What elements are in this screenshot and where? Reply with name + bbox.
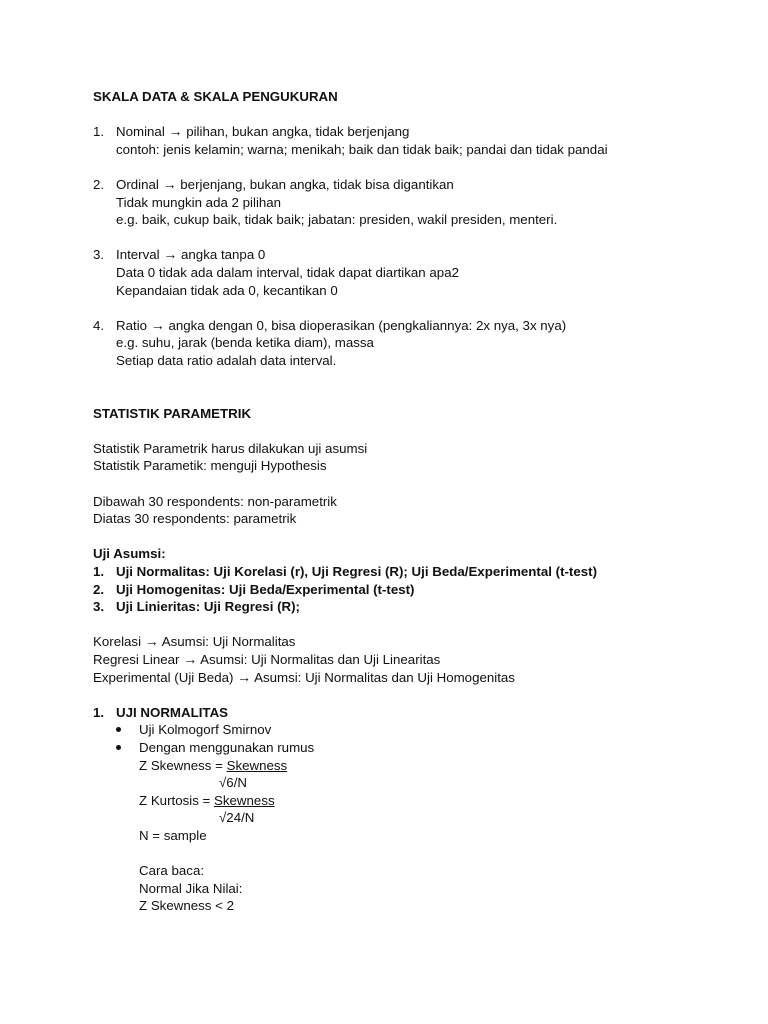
list-item [93,563,733,581]
list-number: 2. [93,581,105,597]
detail-line: Setiap data ratio adalah data interval. [116,352,337,368]
detail-line: contoh: jenis kelamin; warna; menikah; baik dan tidak baik; pandai dan tidak pandai [116,141,608,157]
section-title-parametrik: STATISTIK PARAMETRIK [93,405,252,421]
list-item [93,704,733,722]
scale-term: Ratio [116,317,148,333]
paragraph-line: Statistik Parametrik harus dilakukan uji asumsi [93,440,368,456]
scale-desc: angka dengan 0, bisa dioperasikan (pengkaliannya: 2x nya, 3x nya) [168,317,567,333]
arrow-right-icon: → [144,633,159,650]
formula-denominator: √6/N [219,775,247,791]
scale-desc: berjenjang, bukan angka, tidak bisa digantikan [180,176,454,192]
formula-numerator: Skewness [214,792,275,808]
section-title-skala: SKALA DATA & SKALA PENGUKURAN [93,89,338,104]
formula-zskewness [139,757,733,775]
list-item [93,581,733,599]
paragraph-line: Dibawah 30 respondents: non-parametrik [93,493,337,509]
n-definition: N = sample [139,827,207,843]
cara-baca: Cara baca: [139,863,205,879]
detail-line: e.g. baik, cukup baik, tidak baik; jabatan: presiden, wakil presiden, menteri. [116,212,558,228]
relation-right: Asumsi: Uji Normalitas dan Uji Linearitas [200,652,441,667]
scale-desc: pilihan, bukan angka, tidak berjenjang [186,124,410,140]
scale-desc: angka tanpa 0 [181,247,266,263]
formula-label: Z Skewness = [139,757,227,773]
list-item [93,598,733,616]
list-number: 1. [93,124,105,140]
detail-line: Data 0 tidak ada dalam interval, tidak dapat diartikan apa2 [116,264,459,280]
relation-left: Regresi Linear [93,652,180,667]
list-number: 3. [93,247,105,263]
list-number: 1. [93,564,105,580]
document-page [93,88,733,915]
scale-term: Ordinal [116,176,159,192]
relation-right: Asumsi: Uji Normalitas [161,634,296,650]
list-number: 4. [93,317,105,333]
arrow-right-icon: → [168,123,183,140]
uji-item-text: Uji Normalitas: Uji Korelasi (r), Uji Regresi (R); Uji Beda/Experimental (t-test) [116,564,597,580]
arrow-right-icon: → [163,246,178,263]
formula-denominator: √24/N [219,810,255,826]
bullet-text: Dengan menggunakan rumus [139,739,315,755]
scale-term: Nominal [116,124,165,140]
uji-item-text: Uji Linieritas: Uji Regresi (R); [116,599,300,615]
uji-item-text: Uji Homogenitas: Uji Beda/Experimental (t-test) [116,581,415,597]
relation-left: Experimental (Uji Beda) [93,669,234,685]
arrow-right-icon: → [150,316,165,333]
list-item [93,246,733,299]
list-item [93,176,733,229]
formula-numerator: Skewness [226,757,288,773]
normal-condition: Z Skewness < 2 [139,898,234,914]
paragraph-line: Diatas 30 respondents: parametrik [93,511,297,527]
list-item [93,317,733,370]
list-item [93,123,733,158]
relation-line [93,633,733,651]
detail-line: e.g. suhu, jarak (benda ketika diam), massa [116,335,374,351]
relation-line [93,651,733,669]
relation-line [93,669,733,687]
paragraph-line: Statistik Parametik: menguji Hypothesis [93,458,327,474]
detail-line: Tidak mungkin ada 2 pilihan [116,194,282,210]
list-number: 3. [93,599,105,615]
section-title-normalitas: UJI NORMALITAS [116,704,229,720]
formula-zkurtosis [139,792,733,810]
arrow-right-icon: → [237,668,252,685]
bullet-item [116,739,733,757]
bullet-text: Uji Kolmogorf Smirnov [139,722,272,738]
list-number: 2. [93,176,105,192]
arrow-right-icon: → [162,175,177,192]
scale-term: Interval [116,247,160,263]
formula-label: Z Kurtosis = [139,792,215,808]
detail-line: Kepandaian tidak ada 0, kecantikan 0 [116,282,338,298]
relation-right: Asumsi: Uji Normalitas dan Uji Homogenitas [254,669,515,685]
list-number: 1. [93,704,105,720]
relation-left: Korelasi [93,634,142,650]
uji-asumsi-heading: Uji Asumsi: [93,546,166,562]
bullet-dot-icon [116,727,121,732]
bullet-item [116,721,733,739]
arrow-right-icon: → [183,651,198,667]
normal-condition-heading: Normal Jika Nilai: [139,880,243,896]
bullet-dot-icon [116,745,121,750]
